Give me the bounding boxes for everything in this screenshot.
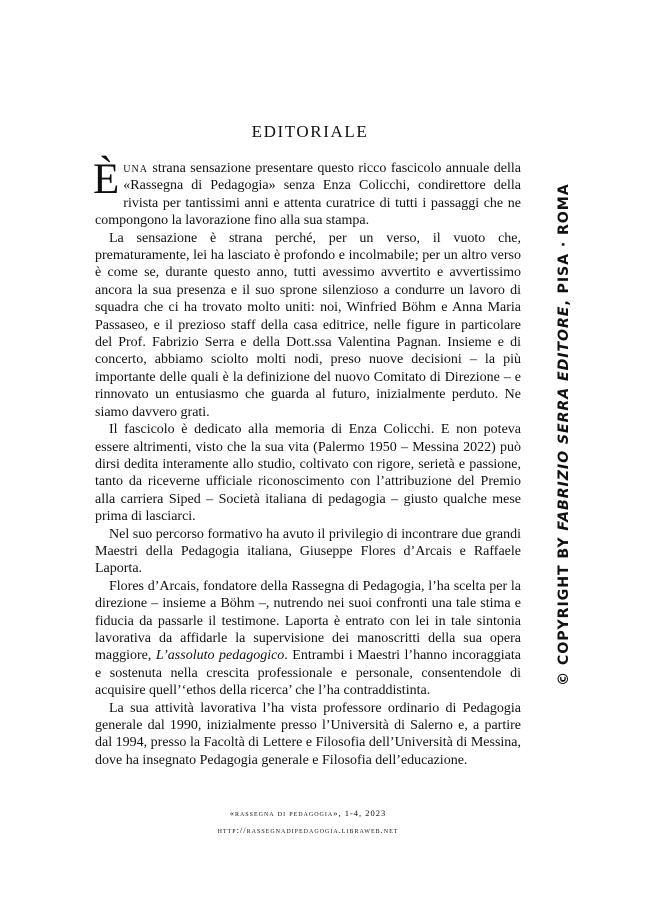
drop-cap: È (93, 156, 120, 203)
journal-url: http://rassegnadipedagogia.libraweb.net (217, 825, 399, 835)
paragraph: Il fascicolo è dedicato alla memoria di Enza Colicchi. E non poteva essere altrimenti, visto che la sua vita (Palermo 1950 – Messina 2022) può dirsi dedita interamente allo studio, coltivato con rigore, serietà e passione, tanto da riceverne ufficiale riconoscimento con l’attribuzione del Premio alla carriera Siped – Società italiana di pedagogia – giusto qualche mese prima di lasciarci. (95, 422, 521, 525)
article-body (93, 156, 521, 769)
page-title: EDITORIALE (251, 122, 369, 141)
paragraph-text: . Entrambi i Maestri l’hanno incoraggiata e sostenuta nella crescita professionale e personale, consentendole di acquisire quell’‘ethos della ricerca’ che l’ha contraddistinta. (95, 648, 521, 699)
publisher-name: FABRIZIO SERRA EDITORE (556, 305, 572, 531)
copyright-suffix: , PISA · ROMA (556, 183, 572, 306)
intro-text: strana sensazione presentare questo ricco fascicolo annuale della «Rassegna di Pedagogia» senza Enza Colicchi, condirettore della rivista per tantissimi anni e attenta curatrice di tutti i passaggi che ne compongono la lavorazione fino alla sua stampa. (95, 161, 521, 229)
intro-smallcaps: una (123, 161, 148, 176)
paragraph-intro (93, 156, 521, 230)
paragraph: La sensazione è strana perché, per un verso, il vuoto che, prematuramente, lei ha lasciato è profondo e incolmabile; per un altro verso è come se, durante questo anno, tutti avessimo avvertito e avvertissimo ancora la sua presenza e il suo sprone silenzioso a condurre un lavoro di squadra che ci ha trovato molto uniti: noi, Winfried Böhm e Anna Maria Passaseo, e il prezioso staff della casa editrice, nelle figure in particolare del Prof. Fabrizio Serra e della Dott.ssa Valentina Pagnan. Insieme e di concerto, abbiamo sciolto molti nodi, preso nuove decisioni – la più importante delle quali è la definizione del nuovo Comitato di Direzione – e rinnovato un entusiasmo che guarda al futuro, inizialmente perduto. Ne siamo davvero grati. (95, 230, 521, 420)
paragraph: La sua attività lavorativa l’ha vista professore ordinario di Pedagogia generale dal 1990, inizialmente presso l’Università di Salerno e, a partire dal 1994, presso la Facoltà di Lettere e Filosofia dell’Università di Messina, dove ha insegnato Pedagogia generale e Filosofia dell’educazione. (95, 700, 521, 768)
copyright-prefix: © COPYRIGHT BY (556, 530, 572, 686)
paragraph-text: Flores d’Arcais, fondatore della Rassegna di Pedagogia, l’ha scelta per la direzione – insieme a Böhm –, nutrendo nei suoi confronti una tale stima e fiducia da passarle il testimone. Laporta è entrato con lei in tale sintonia lavorativa da affidarle la supervisione dei manoscritti della sua opera maggiore, (95, 578, 521, 664)
journal-citation: «rassegna di pedagogia», 1-4, 2023 (229, 808, 387, 818)
copyright-notice (556, 183, 572, 686)
book-title: L’assoluto pedagogico (155, 648, 285, 664)
paragraph (95, 578, 521, 700)
paragraph: Nel suo percorso formativo ha avuto il privilegio di incontrare due grandi Maestri della Pedagogia italiana, Giuseppe Flores d’Arcais e Raffaele Laporta. (95, 526, 521, 577)
